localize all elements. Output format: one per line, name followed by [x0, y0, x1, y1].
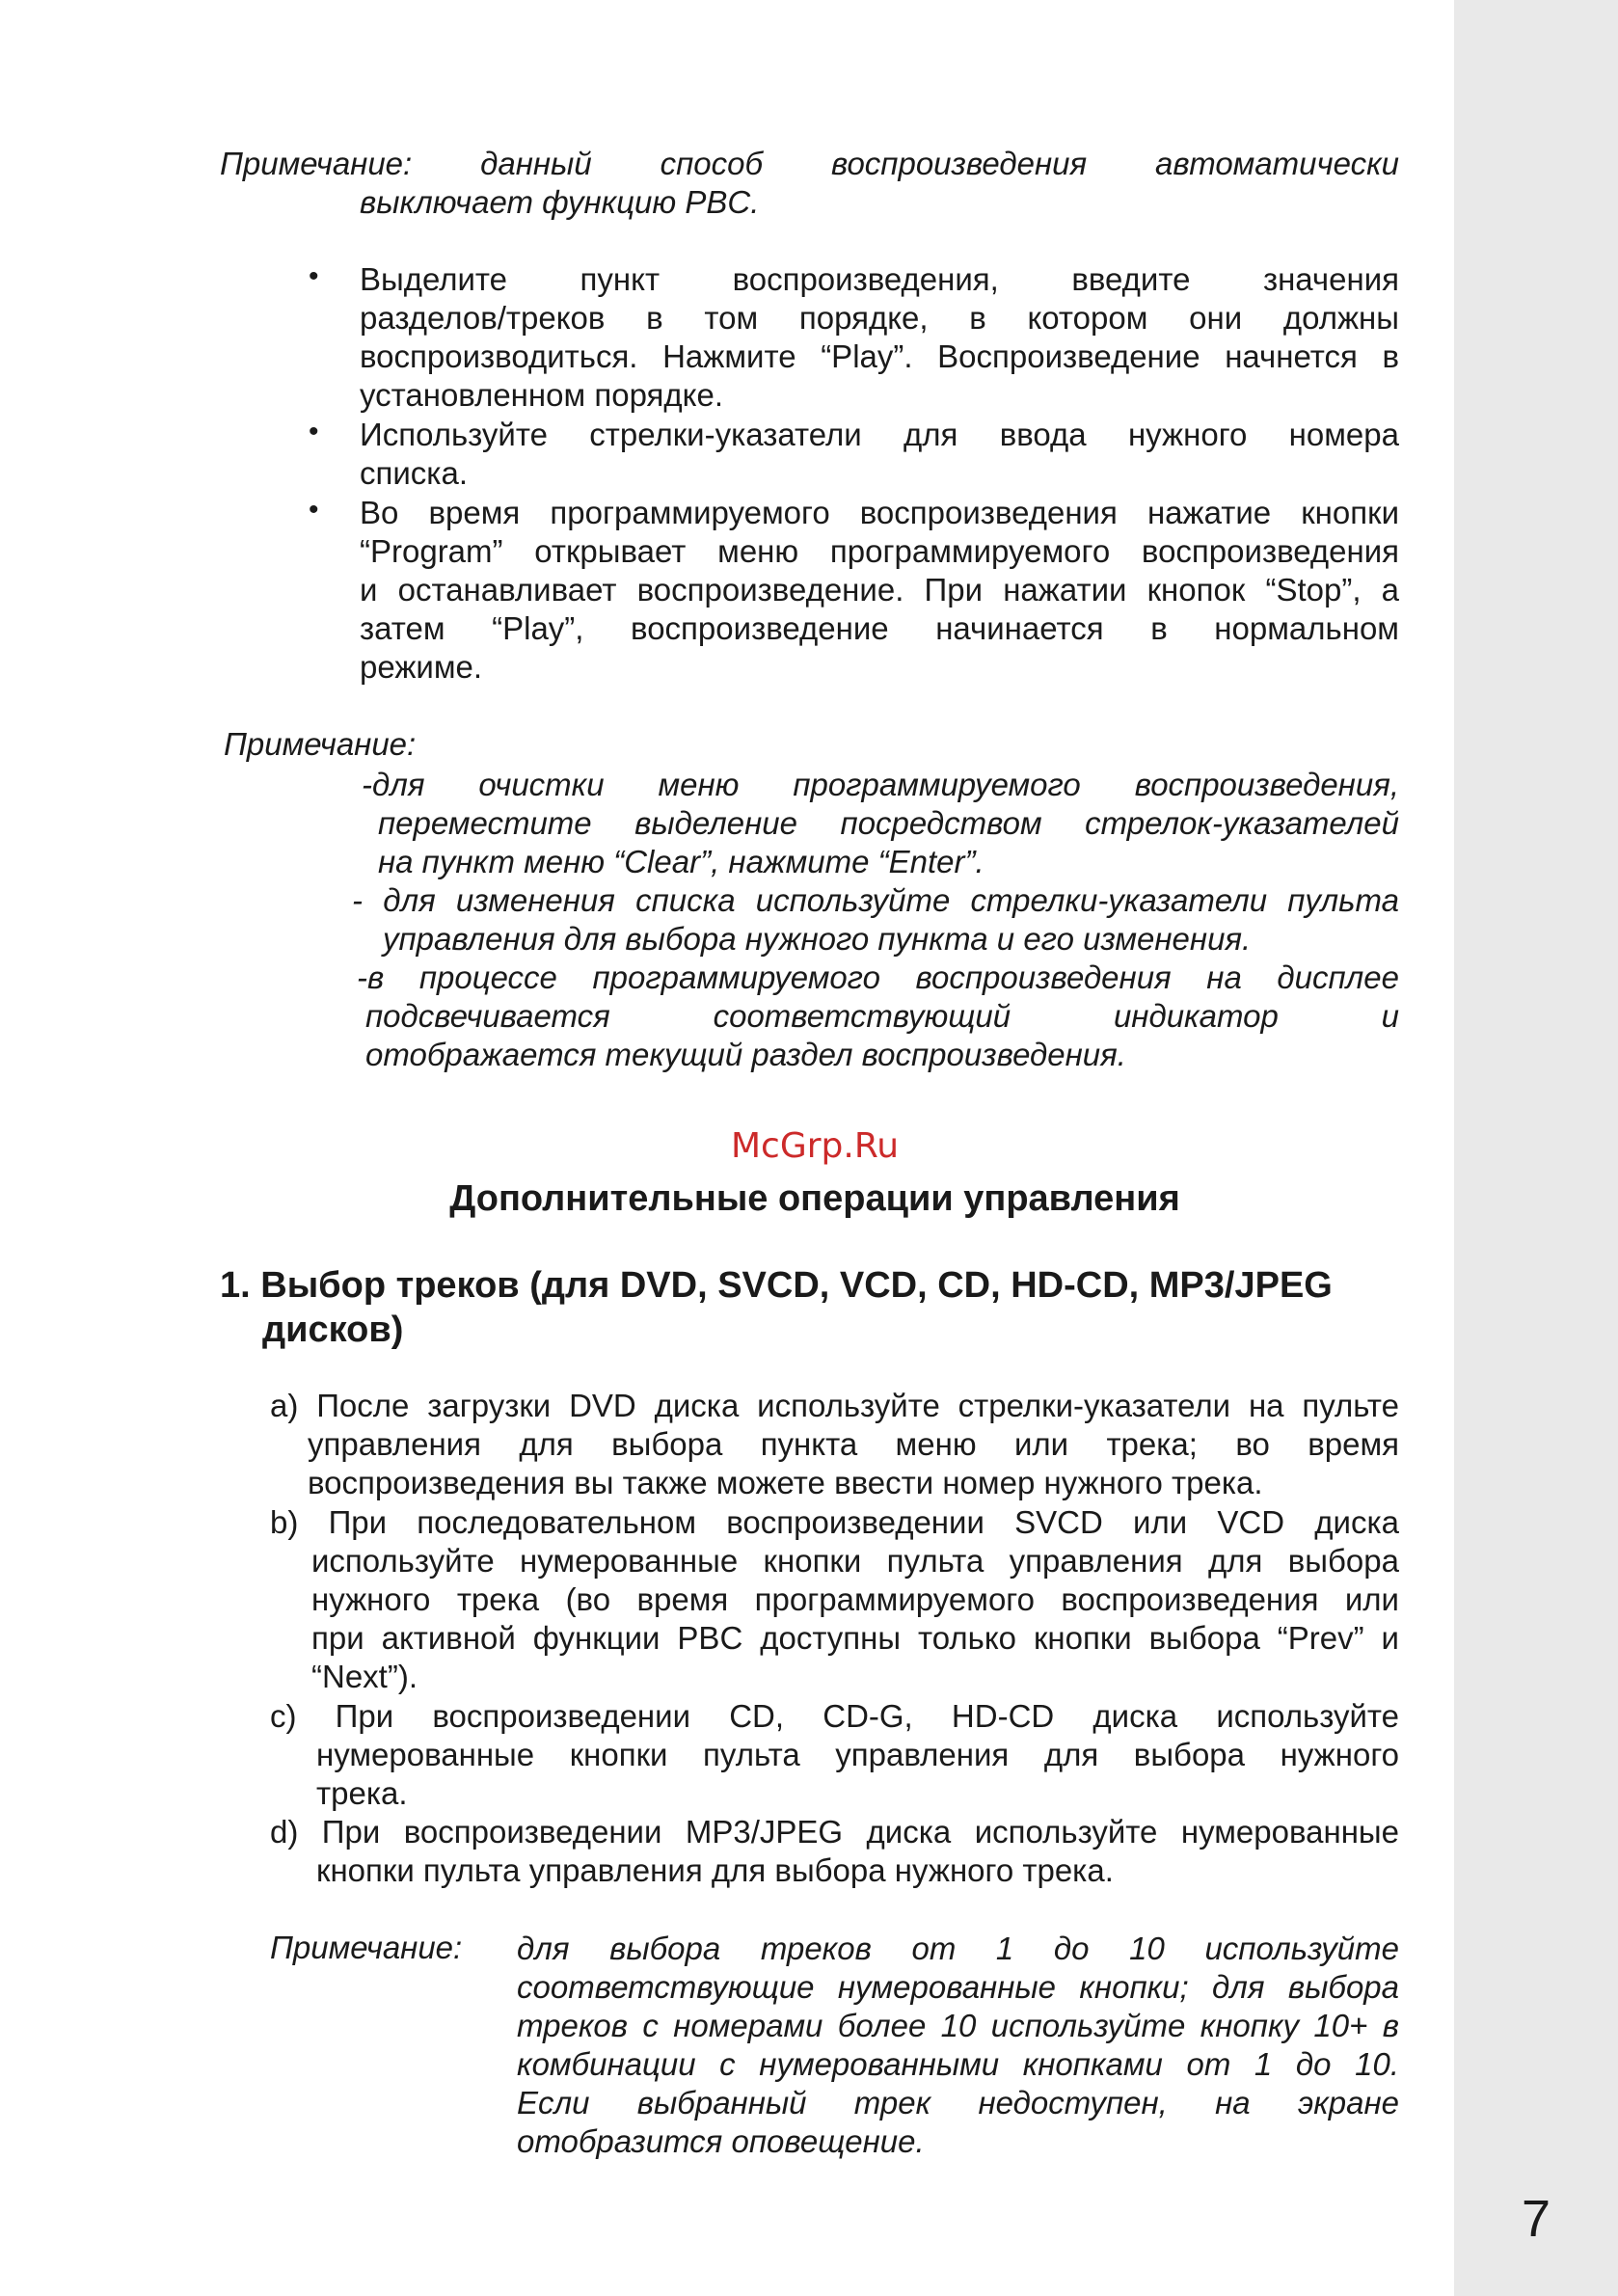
note-line: управления для выбора нужного пункта и его изменения.	[383, 921, 1252, 957]
note-line: - для изменения списка используйте стрелки-указатели пульта	[352, 882, 1399, 918]
bullet-line: “Program” открывает меню программируемого воспроизведения	[360, 533, 1399, 569]
note-line: -для очистки меню программируемого воспроизведения,	[362, 767, 1399, 802]
note-line: отобразится оповещение.	[517, 2123, 925, 2159]
note-line: на пункт меню “Clear”, нажмите “Enter”.	[378, 844, 984, 879]
list-line: управления для выбора пункта меню или трека; во время	[308, 1426, 1399, 1462]
note-line: для выбора треков от 1 до 10 используйте	[517, 1931, 1399, 1966]
list-item-a	[270, 1387, 1399, 1502]
list-line: нумерованные кнопки пульта управления для выбора нужного	[316, 1737, 1399, 1772]
note-line: переместите выделение посредством стрелок-указателей	[378, 805, 1399, 841]
bullet-line: Во время программируемого воспроизведения нажатие кнопки	[360, 495, 1399, 530]
list-line: нужного трека (во время программируемого воспроизведения или	[311, 1581, 1399, 1617]
bullet-line: Используйте стрелки-указатели для ввода нужного номера	[360, 417, 1399, 452]
note-line: подсвечивается соответствующий индикатор и	[365, 998, 1399, 1034]
note-item	[362, 766, 1399, 881]
list-line: c) При воспроизведении CD, CD-G, HD-CD диска используйте	[270, 1698, 1399, 1734]
bullet-icon: •	[309, 494, 319, 526]
note-tracks	[517, 1930, 1399, 2161]
note-line: соответствующие нумерованные кнопки; для выбора	[517, 1969, 1399, 2005]
section-heading: Дополнительные операции управления	[449, 1178, 1180, 1219]
note-pbc-line: выключает функцию PBC.	[360, 184, 760, 220]
bullet-line: Выделите пункт воспроизведения, введите значения	[360, 261, 1399, 297]
note-pbc-line: Примечание: данный способ воспроизведения автоматически	[220, 146, 1399, 181]
list-line: “Next”).	[311, 1659, 418, 1694]
list-item-b	[270, 1503, 1399, 1696]
page-number: 7	[1521, 2190, 1551, 2248]
section-title-line: 1. Выбор треков (для DVD, SVCD, VCD, CD, HD-CD, MP3/JPEG	[220, 1265, 1333, 1306]
list-line: d) При воспроизведении MP3/JPEG диска используйте нумерованные	[270, 1814, 1399, 1850]
bullet-line: и останавливает воспроизведение. При нажатии кнопок “Stop”, а	[360, 572, 1399, 608]
bullet-line: разделов/треков в том порядке, в котором они должны	[360, 300, 1399, 336]
note-item	[357, 959, 1399, 1074]
note-line: Если выбранный трек недоступен, на экране	[517, 2085, 1399, 2120]
bullet-line: воспроизводиться. Нажмите “Play”. Воспроизведение начнется в	[360, 338, 1399, 374]
note-line: треков с номерами более 10 используйте кнопку 10+ в	[517, 2008, 1399, 2043]
note-label: Примечание:	[270, 1930, 463, 1965]
bullet-item	[360, 260, 1399, 415]
note-line: отображается текущий раздел воспроизведения.	[365, 1037, 1126, 1072]
list-item-d	[270, 1813, 1399, 1890]
bullet-icon: •	[309, 416, 319, 447]
note-item	[352, 881, 1399, 959]
bullet-line: установленном порядке.	[360, 377, 724, 413]
section-title-line: дисков)	[262, 1310, 404, 1350]
note-label: Примечание:	[224, 726, 417, 762]
bullet-line: режиме.	[360, 649, 483, 685]
bullet-item	[360, 494, 1399, 687]
bullet-icon: •	[309, 260, 319, 292]
list-line: a) После загрузки DVD диска используйте стрелки-указатели на пульте	[270, 1388, 1399, 1423]
bullet-item	[360, 416, 1399, 493]
bullet-line: затем “Play”, воспроизведение начинается в нормальном	[360, 610, 1399, 646]
list-line: кнопки пульта управления для выбора нужного трека.	[316, 1852, 1114, 1888]
list-line: используйте нумерованные кнопки пульта управления для выбора	[311, 1543, 1399, 1579]
bullet-line: списка.	[360, 455, 468, 491]
list-item-c	[270, 1697, 1399, 1813]
list-line: при активной функции PBC доступны только кнопки выбора “Prev” и	[311, 1620, 1399, 1656]
section-title	[220, 1263, 1396, 1352]
note-line: комбинации с нумерованными кнопками от 1 до 10.	[517, 2046, 1399, 2082]
list-line: b) При последовательном воспроизведении SVCD или VCD диска	[270, 1504, 1399, 1540]
list-line: трека.	[316, 1775, 408, 1811]
watermark: McGrp.Ru	[730, 1126, 900, 1166]
list-line: воспроизведения вы также можете ввести номер нужного трека.	[308, 1465, 1263, 1500]
note-line: -в процессе программируемого воспроизведения на дисплее	[357, 959, 1399, 995]
note-pbc	[220, 145, 1399, 222]
